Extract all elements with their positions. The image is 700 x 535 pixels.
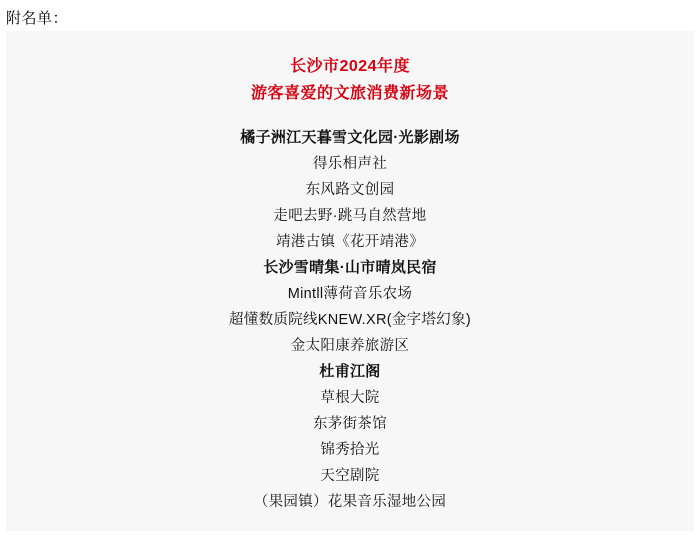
list-item: 草根大院 bbox=[320, 390, 380, 406]
list-item: 得乐相声社 bbox=[313, 156, 387, 172]
list-item: （果园镇）花果音乐湿地公园 bbox=[253, 494, 447, 510]
list-title bbox=[6, 31, 694, 107]
list-item: 天空剧院 bbox=[320, 468, 380, 484]
list-item: Mintll薄荷音乐农场 bbox=[287, 286, 413, 302]
title-line-2: 游客喜爱的文旅消费新场景 bbox=[250, 85, 449, 102]
list-item: 东风路文创园 bbox=[305, 182, 395, 198]
list-item: 靖港古镇《花开靖港》 bbox=[276, 234, 424, 250]
award-list-panel bbox=[6, 31, 694, 531]
list-item: 锦秀拾光 bbox=[320, 442, 380, 458]
list-item: 金太阳康养旅游区 bbox=[290, 338, 410, 354]
entry-list bbox=[6, 125, 694, 515]
list-item: 东茅街茶馆 bbox=[313, 416, 387, 432]
list-item: 长沙雪晴集·山市晴岚民宿 bbox=[263, 259, 437, 276]
title-line-1: 长沙市2024年度 bbox=[289, 58, 411, 75]
list-item: 杜甫江阁 bbox=[319, 363, 381, 380]
list-item: 超懂数质院线KNEW.XR(金字塔幻象) bbox=[228, 312, 472, 328]
lead-note: 附名单： bbox=[6, 10, 69, 27]
list-item: 橘子洲江天暮雪文化园·光影剧场 bbox=[240, 129, 460, 146]
list-item: 走吧去野·跳马自然营地 bbox=[273, 208, 427, 224]
